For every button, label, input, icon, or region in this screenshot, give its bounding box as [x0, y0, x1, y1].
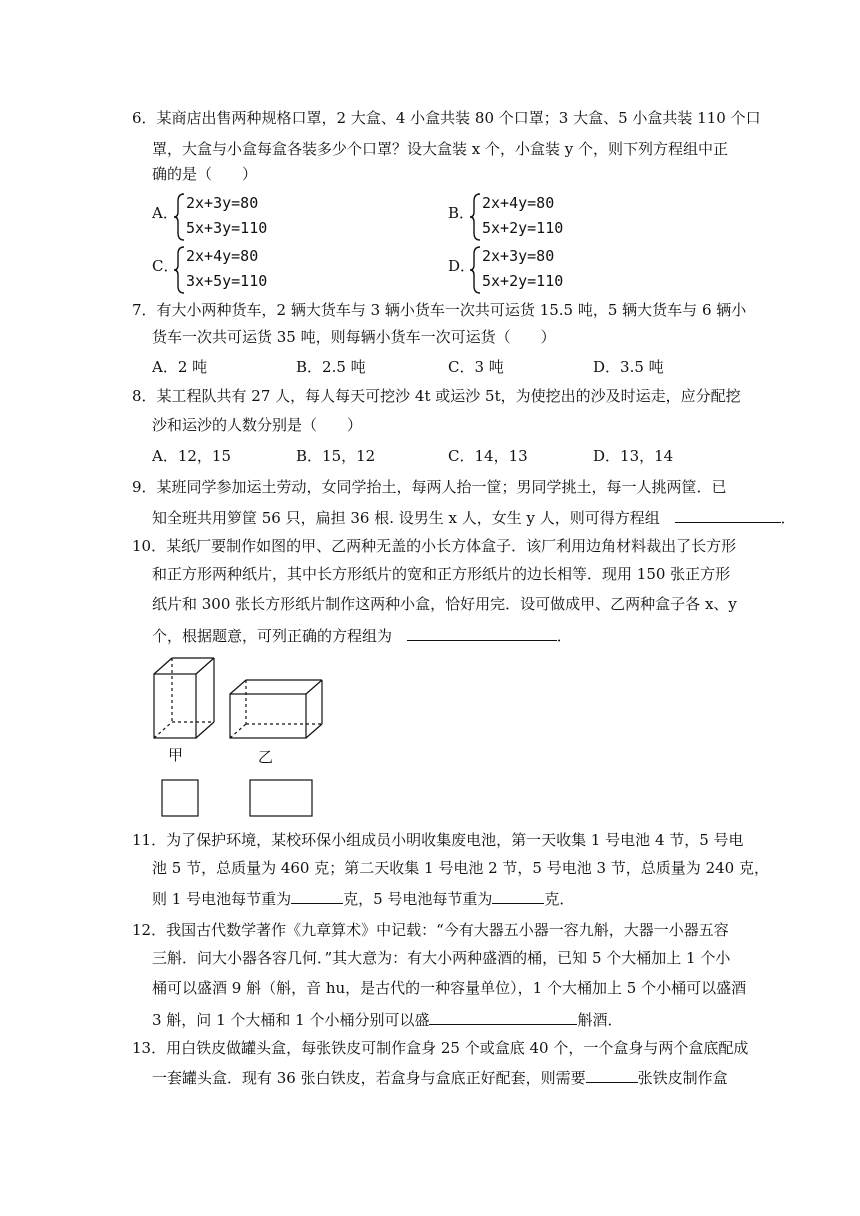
- q6-option-d-system: [468, 245, 588, 295]
- q6-option-b-eq1: 2x+4y=80: [482, 194, 555, 212]
- q8-line2: 沙和运沙的人数分别是（ ）: [152, 416, 363, 434]
- q7-option-b: B．2.5 吨: [296, 358, 366, 376]
- q11-line2: 池 5 节，总质量为 460 克；第二天收集 1 号电池 2 节，5 号电池 3 节，总质量为 240 克，: [152, 859, 769, 877]
- q13-answer-blank[interactable]: [586, 1066, 638, 1083]
- q10-line1: 10．某纸厂要制作如图的甲、乙两种无盖的小长方体盒子．该厂利用边角材料裁出了长方形: [132, 537, 737, 555]
- box-a-label: 甲: [168, 746, 184, 764]
- q6-option-a-eq1: 2x+3y=80: [186, 194, 259, 212]
- q9-line2: 知全班共用箩筐 56 只，扁担 36 根. 设男生 x 人，女生 y 人，则可得方程组 ．: [152, 506, 796, 528]
- q6-line3: 确的是（ ）: [152, 165, 258, 183]
- q6-line1: 6．某商店出售两种规格口罩，2 大盒、4 小盒共装 80 个口罩；3 大盒、5 小盒共装 110 个口: [132, 109, 761, 127]
- q6-option-a-eq2: 5x+3y=110: [186, 219, 268, 237]
- q6-line2: 罩，大盒与小盒每盒各装多少个口罩？设大盒装 x 个，小盒装 y 个，则下列方程组中正: [152, 140, 729, 158]
- q9-answer-blank[interactable]: [675, 506, 781, 523]
- q11-line3a: 则 1 号电池每节重为: [152, 890, 292, 908]
- q11-line3b: 克，5 号电池每节重为: [343, 890, 493, 908]
- q6-option-c-label: C．: [152, 257, 179, 275]
- brace-icon: [172, 192, 186, 242]
- q7-option-c: C．3 吨: [448, 358, 504, 376]
- box-b-label: 乙: [258, 748, 274, 766]
- q12-line4b: 斛酒．: [577, 1011, 623, 1029]
- square-paper-piece: [162, 780, 198, 816]
- q8-option-a: A．12，15: [152, 447, 232, 465]
- q8-line1: 8．某工程队共有 27 人，每人每天可挖沙 4t 或运沙 5t，为使挖出的沙及时运走，应分配挖: [132, 387, 741, 405]
- q12-line4: [152, 1008, 623, 1030]
- q8-option-d: D．13，14: [593, 447, 674, 465]
- q13-line2a: 一套罐头盒．现有 36 张白铁皮，若盒身与盒底正好配套，则需要: [152, 1069, 586, 1087]
- q6-option-c-system: [172, 245, 292, 295]
- q6-option-d-eq2: 5x+2y=110: [482, 272, 564, 290]
- q11-line1: 11．为了保护环境，某校环保小组成员小明收集废电池，第一天收集 1 号电池 4 节，5 号电: [132, 831, 744, 849]
- q13-line1: 13．用白铁皮做罐头盒，每张铁皮可制作盒身 25 个或盒底 40 个，一个盒身与两个盒底配成: [132, 1039, 749, 1057]
- brace-icon: [172, 245, 186, 295]
- q6-option-d-eq1: 2x+3y=80: [482, 247, 555, 265]
- brace-icon: [468, 192, 482, 242]
- q12-line1: 12．我国古代数学著作《九章算术》中记载：“今有大器五小器一容九斛，大器一小器五容: [132, 921, 729, 939]
- q6-option-b-label: B．: [448, 204, 475, 222]
- q6-option-c-eq1: 2x+4y=80: [186, 247, 259, 265]
- q10-line2: 和正方形两种纸片，其中长方形纸片的宽和正方形纸片的边长相等．现用 150 张正方形: [152, 565, 731, 583]
- q9-line1: 9．某班同学参加运土劳动，女同学抬土，每两人抬一筐；男同学挑土，每一人挑两筐．已: [132, 478, 727, 496]
- q8-option-b: B．15，12: [296, 447, 376, 465]
- q7-option-a: A．2 吨: [152, 358, 208, 376]
- q8-option-c: C．14，13: [448, 447, 528, 465]
- box-b-drawing: [230, 680, 322, 738]
- q7-option-d: D．3.5 吨: [593, 358, 664, 376]
- q10-answer-blank[interactable]: [407, 624, 557, 641]
- q12-answer-blank[interactable]: [429, 1008, 577, 1025]
- q6-option-c-eq2: 3x+5y=110: [186, 272, 268, 290]
- q13-line2: [152, 1066, 728, 1088]
- box-a-drawing: [154, 658, 214, 738]
- q6-option-a-label: A．: [152, 204, 178, 222]
- q6-option-b-system: [468, 192, 588, 242]
- q11-line3: [152, 887, 574, 909]
- q10-line3: 纸片和 300 张长方形纸片制作这两种小盒，恰好用完．设可做成甲、乙两种盒子各 x、y: [152, 595, 737, 613]
- q12-line2: 三斛．问大小器各容几何．”其大意为：有大小两种盛酒的桶，已知 5 个大桶加上 1 个小: [152, 949, 731, 967]
- q12-line4a: 3 斛，问 1 个大桶和 1 个小桶分别可以盛: [152, 1011, 430, 1029]
- q7-line1: 7．有大小两种货车，2 辆大货车与 3 辆小货车一次共可运货 15.5 吨，5 辆大货车与 6 辆小: [132, 301, 747, 319]
- q9-line2-text: 知全班共用箩筐 56 只，扁担 36 根. 设男生 x 人，女生 y 人，则可得方程组: [152, 509, 660, 527]
- brace-icon: [468, 245, 482, 295]
- q6-option-a-system: [172, 192, 292, 242]
- q10-line4-text: 个，根据题意，可列正确的方程组为: [152, 627, 393, 645]
- q12-line3: 桶可以盛酒 9 斛（斛，音 hu，是古代的一种容量单位），1 个大桶加上 5 个小桶可以盛酒: [152, 979, 747, 997]
- box-figure: [150, 652, 330, 822]
- rectangle-paper-piece: [250, 780, 312, 816]
- q11-answer-blank-1[interactable]: [291, 887, 343, 904]
- q13-line2b: 张铁皮制作盒: [637, 1069, 728, 1087]
- q6-option-b-eq2: 5x+2y=110: [482, 219, 564, 237]
- q7-line2: 货车一次共可运货 35 吨，则每辆小货车一次可运货（ ）: [152, 328, 556, 346]
- q11-line3c: 克．: [544, 890, 575, 908]
- q10-line4: 个，根据题意，可列正确的方程组为 ．: [152, 624, 572, 646]
- q11-answer-blank-2[interactable]: [492, 887, 544, 904]
- q6-option-d-label: D．: [448, 257, 476, 275]
